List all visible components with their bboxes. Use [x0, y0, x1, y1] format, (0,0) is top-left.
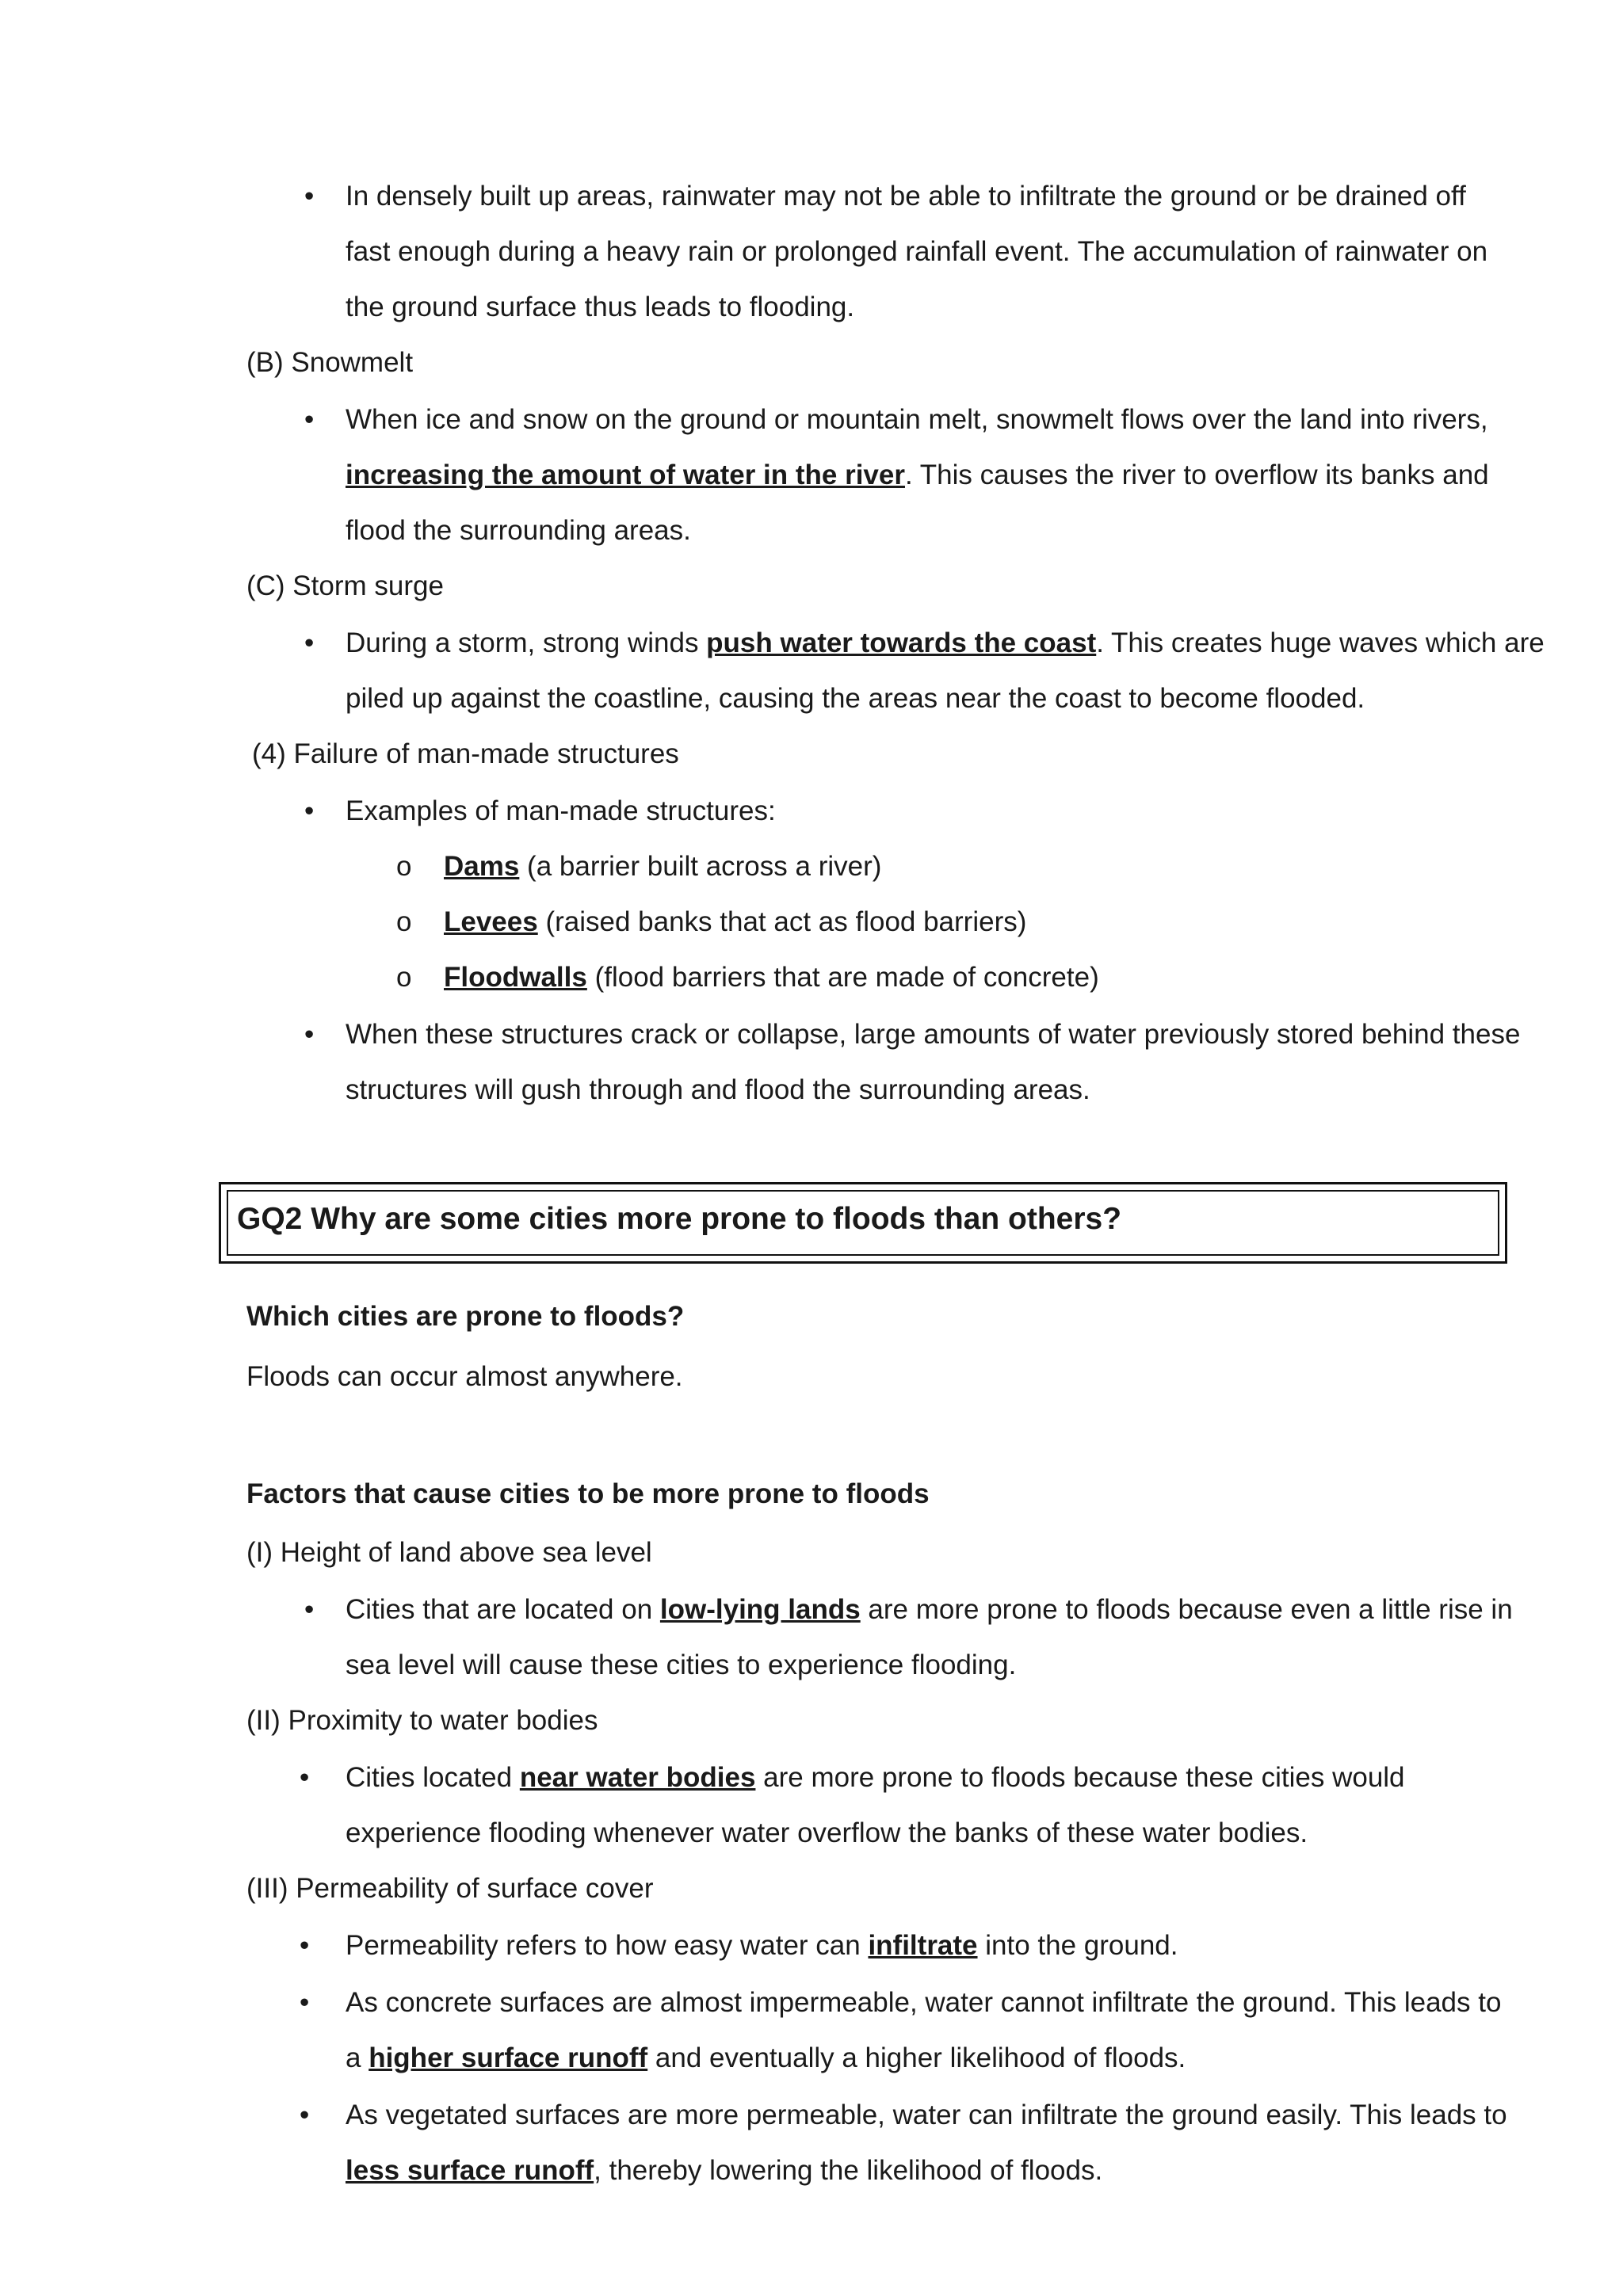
proximity-line-1-pre: Cities located [346, 1762, 520, 1793]
emphasis-text: Floodwalls [444, 962, 587, 993]
rain-bullet-line-3: the ground surface thus leads to flooding. [346, 292, 855, 322]
gq2-title-box [219, 1182, 1507, 1264]
permeability-bullet-2-line-2 [346, 2041, 1186, 2076]
failure-examples-intro: Examples of man-made structures: [346, 795, 776, 826]
storm-line-1-pre: During a storm, strong winds [346, 627, 707, 658]
height-line-2: sea level will cause these cities to experience flooding. [346, 1650, 1017, 1680]
emphasis-text: push water towards the coast [706, 627, 1097, 658]
example-desc: (a barrier built across a river) [519, 851, 882, 882]
storm-line-1 [346, 626, 1545, 661]
bullet-marker: • [304, 404, 315, 435]
permeability-b2-post: and eventually a higher likelihood of floods. [647, 2042, 1186, 2073]
which-cities-heading: Which cities are prone to floods? [246, 1301, 685, 1332]
bullet-marker: • [304, 1019, 315, 1050]
proximity-line-1-post: are more prone to floods because these cities would [755, 1762, 1405, 1793]
bullet-marker: • [304, 1594, 315, 1625]
height-line-1 [346, 1592, 1513, 1627]
permeability-bullet-2-line-1: As concrete surfaces are almost impermeable, water cannot infiltrate the ground. This leads to [346, 1987, 1502, 2018]
permeability-b3-post: , thereby lowering the likelihood of floods. [594, 2155, 1103, 2186]
collapse-line-1: When these structures crack or collapse, large amounts of water previously stored behind these [346, 1019, 1521, 1050]
bullet-marker: • [304, 627, 315, 658]
snowmelt-line-2-rest: . This causes the river to overflow its banks and [904, 460, 1489, 490]
example-desc: (raised banks that act as flood barriers) [537, 906, 1027, 937]
height-line-1-pre: Cities that are located on [346, 1594, 660, 1625]
factors-heading: Factors that cause cities to be more prone to floods [246, 1478, 930, 1509]
bullet-marker: • [300, 1987, 310, 2018]
bullet-marker: • [304, 181, 315, 212]
emphasis-text: less surface runoff [346, 2155, 594, 2186]
rain-bullet-line-2: fast enough during a heavy rain or prolonged rainfall event. The accumulation of rainwater on [346, 236, 1488, 267]
gq2-title: GQ2 Why are some cities more prone to floods than others? [237, 1202, 1122, 1236]
permeability-b2-pre: a [346, 2042, 369, 2073]
bullet-marker: • [300, 2100, 310, 2130]
failure-heading: (4) Failure of man-made structures [252, 738, 679, 769]
emphasis-text: Dams [444, 851, 520, 882]
storm-line-1-post: . This creates huge waves which are [1096, 627, 1545, 658]
sub-bullet-marker: o [396, 906, 412, 937]
storm-line-2: piled up against the coastline, causing the areas near the coast to become flooded. [346, 683, 1365, 714]
example-floodwalls [444, 960, 1099, 995]
bullet-marker: • [300, 1762, 310, 1793]
bullet-marker: • [304, 795, 315, 826]
proximity-line-1 [346, 1760, 1405, 1795]
sub-bullet-marker: o [396, 962, 412, 993]
permeability-b1-post: into the ground. [977, 1930, 1178, 1961]
permeability-bullet-3-line-1: As vegetated surfaces are more permeable, water can infiltrate the ground easily. This leads to [346, 2100, 1507, 2130]
emphasis-text: near water bodies [519, 1762, 756, 1793]
emphasis-text: higher surface runoff [369, 2042, 648, 2073]
rain-bullet-line-1: In densely built up areas, rainwater may not be able to infiltrate the ground or be drained off [346, 181, 1466, 212]
storm-heading: (C) Storm surge [246, 570, 444, 601]
proximity-line-2: experience flooding whenever water overflow the banks of these water bodies. [346, 1817, 1308, 1848]
snowmelt-line-2 [346, 458, 1489, 493]
emphasis-text: infiltrate [868, 1930, 978, 1961]
sub-bullet-marker: o [396, 851, 412, 882]
emphasis-text: low-lying lands [659, 1594, 861, 1625]
example-dams [444, 849, 881, 884]
permeability-heading: (III) Permeability of surface cover [246, 1873, 654, 1904]
proximity-heading: (II) Proximity to water bodies [246, 1705, 598, 1736]
bullet-marker: • [300, 1930, 310, 1961]
permeability-bullet-1 [346, 1928, 1178, 1963]
emphasis-text: Levees [444, 906, 538, 937]
height-heading: (I) Height of land above sea level [246, 1537, 652, 1568]
collapse-line-2: structures will gush through and flood the surrounding areas. [346, 1074, 1090, 1105]
snowmelt-heading: (B) Snowmelt [246, 347, 414, 378]
which-cities-text: Floods can occur almost anywhere. [246, 1361, 683, 1392]
emphasis-text: increasing the amount of water in the river [346, 460, 905, 490]
example-desc: (flood barriers that are made of concrete) [586, 962, 1099, 993]
height-line-1-post: are more prone to floods because even a little rise in [860, 1594, 1513, 1625]
snowmelt-line-1: When ice and snow on the ground or mountain melt, snowmelt flows over the land into rivers, [346, 404, 1488, 435]
permeability-b1-pre: Permeability refers to how easy water can [346, 1930, 869, 1961]
snowmelt-line-3: flood the surrounding areas. [346, 515, 691, 546]
example-levees [444, 905, 1026, 940]
permeability-bullet-3-line-2 [346, 2153, 1102, 2188]
